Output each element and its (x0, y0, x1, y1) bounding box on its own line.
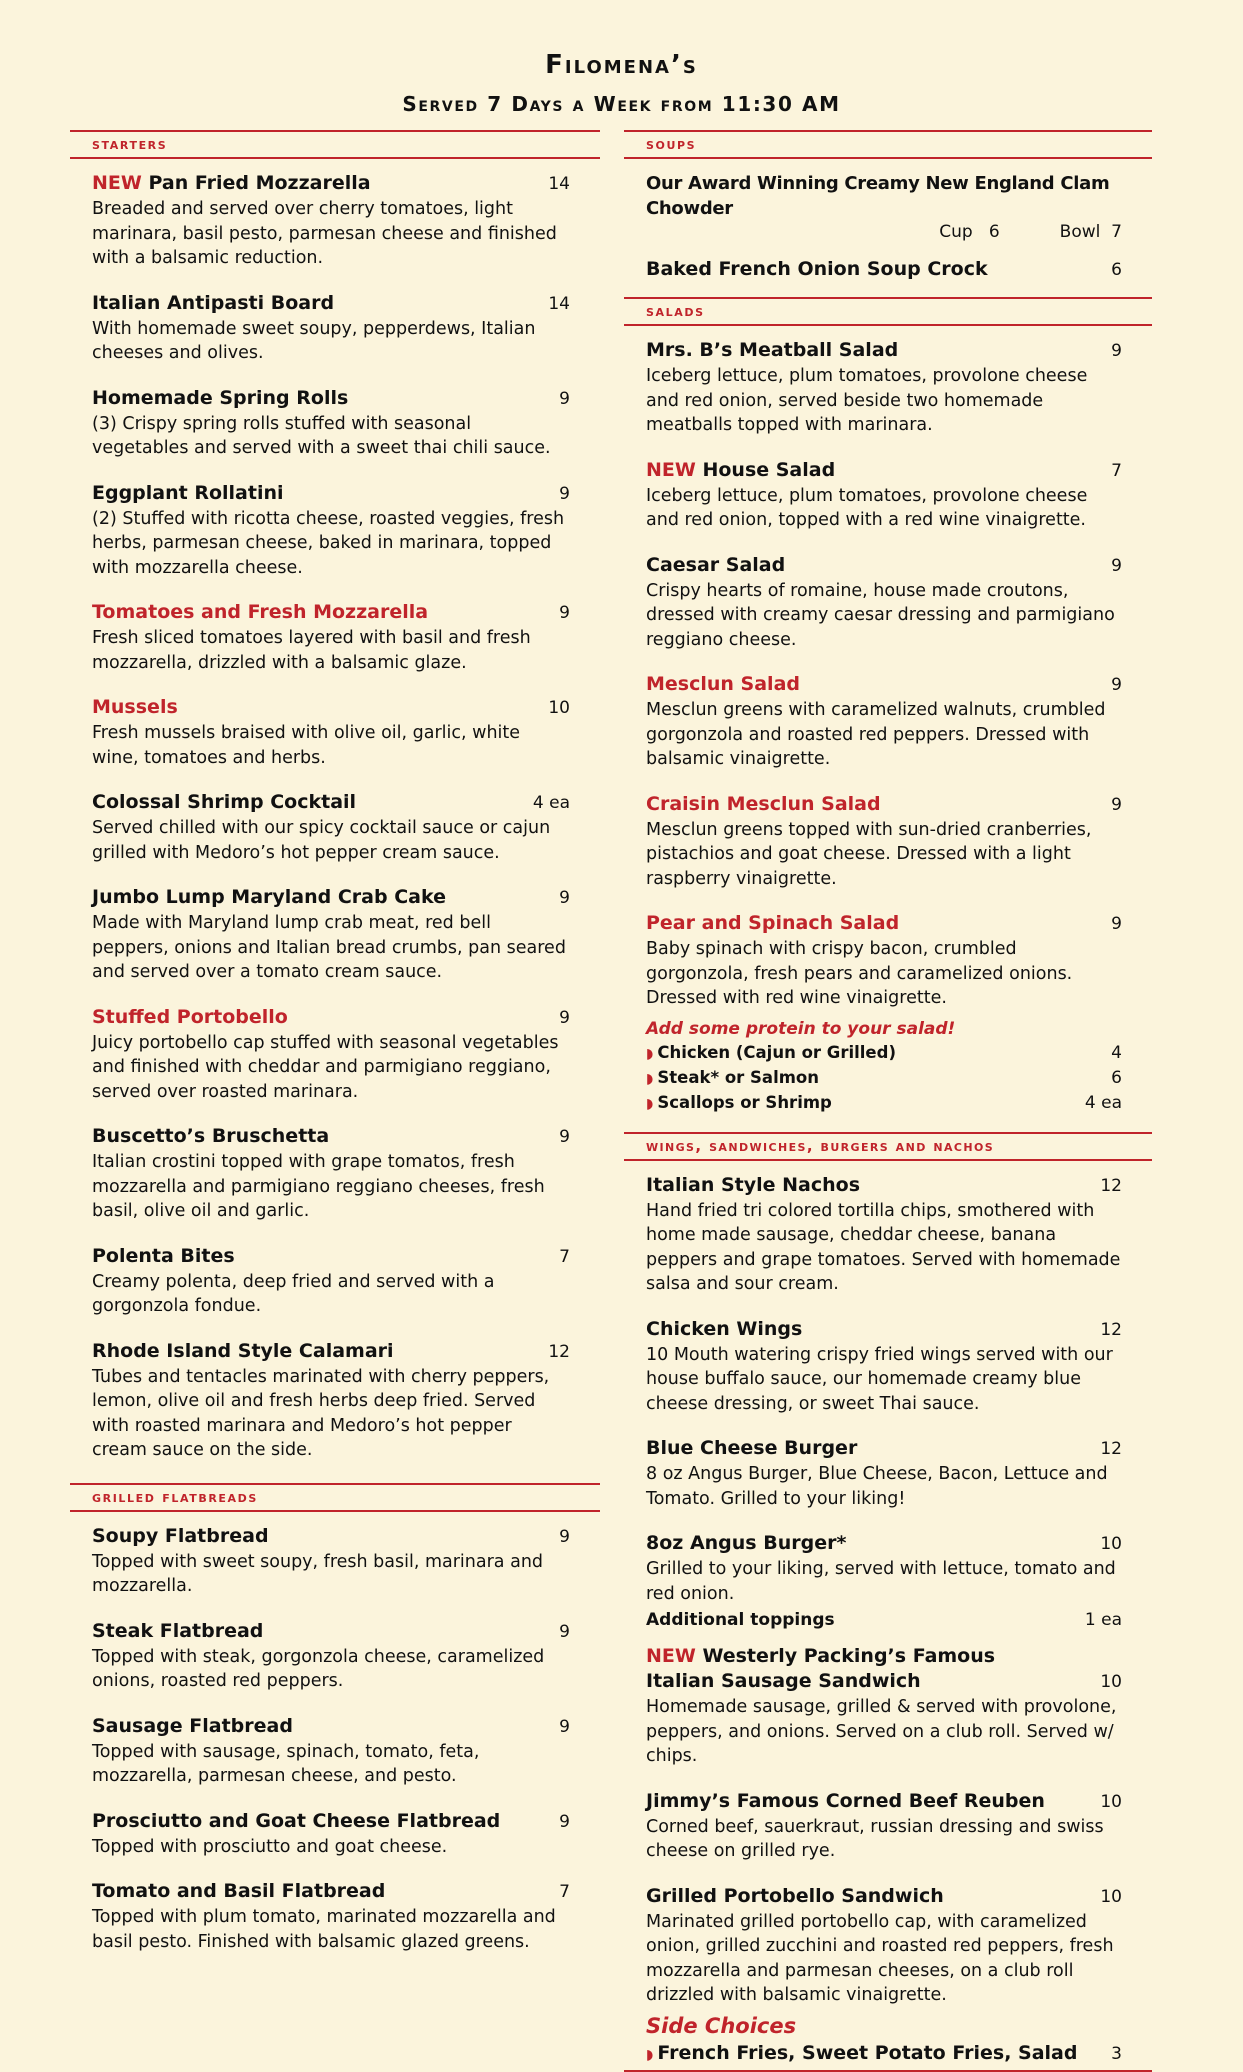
item-heading (92, 386, 570, 412)
item-price: 9 (559, 1811, 570, 1832)
item-name-text: House Salad (695, 458, 836, 481)
item-name-text: Italian Style Nachos (646, 1173, 861, 1196)
protein-list (646, 1041, 1122, 1116)
protein-name-text: Scallops or Shrimp (657, 1092, 832, 1112)
left-column (70, 130, 600, 1974)
wings-list-2 (624, 1789, 1152, 2008)
item-description: Topped with sausage, spinach, tomato, feta, mozzarella, parmesan cheese, and pesto. (92, 1741, 480, 1786)
protein-price: 4 (1111, 1042, 1122, 1063)
item-description: Creamy polenta, deep fried and served with a gorgonzola fondue. (92, 1271, 495, 1316)
menu-item (646, 1884, 1122, 2008)
item-name-text: Polenta Bites (92, 1244, 235, 1267)
item-name-line2: Italian Sausage Sandwich (646, 1670, 921, 1692)
menu-item (646, 257, 1152, 283)
menu-item (92, 1339, 570, 1463)
item-heading (646, 171, 1152, 221)
item-name-text: Pan Fried Mozzarella (141, 172, 371, 194)
item-heading (646, 338, 1122, 364)
menu-item (92, 1809, 570, 1860)
cup-price: Cup 6 (939, 222, 1000, 242)
item-name (92, 1524, 269, 1549)
menu-item (92, 885, 570, 985)
item-description: Italian crostini topped with grape tomatos, fresh mozzarella and parmigiano reggiano cheeses, fresh basil, olive oil and garlic. (92, 1152, 545, 1221)
protein-price: 6 (1111, 1067, 1122, 1088)
menu-item (646, 1436, 1122, 1511)
bottom-rule (624, 2070, 1152, 2072)
item-name (92, 600, 428, 625)
item-description: Fresh sliced tomatoes layered with basil and fresh mozzarella, drizzled with a balsamic glaze. (92, 628, 531, 673)
item-heading (646, 911, 1122, 937)
item-name-text: Italian Antipasti Board (92, 291, 335, 314)
item-name-text: Mesclun Salad (646, 673, 800, 695)
additional-toppings (646, 1608, 1122, 1632)
section-wings-heading: wings, sandwiches, burgers and nachos (624, 1132, 1152, 1161)
item-name (646, 1317, 802, 1342)
item-name-text: Grilled Portobello Sandwich (646, 1884, 944, 1907)
item-price: 9 (559, 1127, 570, 1147)
item-heading (646, 1884, 1122, 1910)
menu-item (92, 386, 570, 461)
item-heading (92, 291, 570, 317)
item-name-text: Jumbo Lump Maryland Crab Cake (92, 886, 446, 908)
item-heading (646, 1669, 1122, 1695)
protein-row (646, 1041, 1122, 1066)
wings-list (624, 1173, 1152, 1512)
section-soups-heading: soups (624, 130, 1152, 159)
item-price: 9 (1111, 341, 1122, 361)
item-heading (646, 1436, 1122, 1462)
side-choices-price: 3 (1111, 2043, 1122, 2064)
item-price: 4 ea (532, 793, 570, 813)
item-name: Our Award Winning Creamy New England Clam Chowder (646, 173, 1110, 219)
item-heading (92, 1005, 570, 1031)
item-description: Topped with sweet soupy, fresh basil, marinara and mozzarella. (92, 1551, 544, 1596)
item-description: 8 oz Angus Burger, Blue Cheese, Bacon, Lettuce and Tomato. Grilled to your liking! (646, 1464, 1108, 1509)
item-description: Hand fried tri colored tortilla chips, smothered with home made sausage, cheddar cheese, banana peppers and grape tomatoes. Served with homemade salsa and sour cream. (646, 1200, 1121, 1294)
menu-item (646, 1173, 1122, 1297)
item-name-text: Mrs. B’s Meatball Salad (646, 339, 899, 361)
new-badge: NEW (646, 458, 696, 481)
item-name-text: Steak Flatbread (92, 1619, 264, 1642)
item-price: 9 (1111, 675, 1122, 695)
item-price: 10 (548, 698, 570, 718)
item-description: Topped with prosciutto and goat cheese. (92, 1836, 448, 1857)
item-price: 9 (559, 483, 570, 504)
item-heading (646, 257, 1122, 283)
item-heading (646, 458, 1122, 484)
item-description: Breaded and served over cherry tomatoes, light marinara, basil pesto, parmesan cheese and finished with a balsamic reduction. (92, 199, 557, 268)
item-name (646, 458, 835, 483)
item-name-text: Homemade Spring Rolls (92, 386, 349, 409)
protein-title: Add some protein to your salad! (646, 1018, 956, 1039)
protein-name-text: Steak* or Salmon (657, 1067, 819, 1087)
side-choices (624, 2012, 1152, 2068)
item-name-text: Colossal Shrimp Cocktail (92, 791, 357, 813)
protein-row (646, 1091, 1122, 1116)
item-name (646, 1884, 944, 1909)
item-price: 9 (559, 1716, 570, 1737)
item-name: Baked French Onion Soup Crock (646, 258, 988, 280)
item-name-text: Eggplant Rollatini (92, 481, 284, 504)
menu-item (92, 481, 570, 581)
item-heading (92, 1619, 570, 1645)
item-description: Juicy portobello cap stuffed with seasonal vegetables and finished with cheddar and parmigiano reggiano, served over roasted marinara. (92, 1032, 559, 1102)
item-name (92, 1619, 263, 1644)
menu-item (92, 1714, 570, 1789)
right-column (624, 130, 1152, 2072)
item-name-line1 (646, 1644, 995, 1669)
item-name (92, 386, 348, 411)
item-price: 9 (559, 1621, 570, 1642)
item-price: 10 (1100, 1672, 1122, 1692)
restaurant-name: Filomena’s (545, 50, 698, 80)
item-name (646, 792, 881, 817)
item-heading (646, 553, 1122, 579)
item-name (92, 790, 356, 815)
menu-item (646, 1317, 1122, 1417)
protein-name (646, 1066, 819, 1091)
item-description: Topped with plum tomato, marinated mozzarella and basil pesto. Finished with balsamic glazed greens. (92, 1907, 556, 1952)
item-name-text: Tomatoes and Fresh Mozzarella (92, 601, 429, 623)
item-name-text: Blue Cheese Burger (646, 1437, 858, 1459)
item-heading (646, 672, 1122, 698)
item-heading (92, 1879, 570, 1905)
item-description: With homemade sweet soupy, pepperdews, Italian cheeses and olives. (92, 318, 536, 363)
item-name (92, 291, 334, 316)
menu-item (646, 1531, 1122, 1632)
new-badge: NEW (92, 172, 142, 194)
item-name-text: Mussels (92, 696, 178, 718)
menu-item (92, 790, 570, 865)
bullet-icon: ◗ (646, 2046, 654, 2063)
item-price: 12 (1100, 1319, 1122, 1340)
item-description: (2) Stuffed with ricotta cheese, roasted veggies, fresh herbs, parmesan cheese, baked in marinara, topped with mozzarella cheese. (92, 508, 565, 578)
item-name (646, 1789, 1045, 1814)
item-price: 12 (548, 1341, 570, 1362)
item-name (646, 1173, 860, 1198)
item-description: 10 Mouth watering crispy fried wings served with our house buffalo sauce, our homemade creamy blue cheese dressing, or sweet Thai sauce. (646, 1344, 1113, 1414)
item-name-text: Westerly Packing’s Famous (695, 1645, 996, 1667)
item-name-text: Jimmy’s Famous Corned Beef Reuben (646, 1789, 1045, 1812)
item-name (92, 1339, 394, 1364)
item-heading (92, 1714, 570, 1740)
bullet-icon: ◗ (646, 1070, 654, 1087)
item-heading (646, 1644, 1122, 1669)
item-name (646, 553, 785, 578)
item-description: Crispy hearts of romaine, house made croutons, dressed with creamy caesar dressing and parmigiano reggiano cheese. (646, 580, 1115, 650)
item-name-text: Buscetto’s Bruschetta (92, 1125, 330, 1147)
item-description: Homemade sausage, grilled & served with provolone, peppers, and onions. Served on a club roll. Served w/ chips. (646, 1697, 1117, 1766)
item-name-text: Soupy Flatbread (92, 1524, 269, 1547)
item-heading (92, 1244, 570, 1270)
menu-item (92, 1124, 570, 1224)
item-heading (92, 171, 570, 197)
item-description: Served chilled with our spicy cocktail sauce or cajun grilled with Medoro’s hot pepper cream sauce. (92, 818, 551, 863)
item-name (92, 1809, 500, 1834)
menu-item (92, 1619, 570, 1694)
item-name-text: Caesar Salad (646, 553, 786, 576)
item-heading (646, 1173, 1122, 1199)
item-description: Marinated grilled portobello cap, with caramelized onion, grilled zucchini and roasted red peppers, fresh mozzarella and parmesan cheeses, on a club roll drizzled with balsamic vinaigrette. (646, 1911, 1114, 2005)
item-price: 9 (559, 603, 570, 623)
additional-toppings-price: 1 ea (1084, 1610, 1122, 1630)
item-price: 10 (1100, 1791, 1122, 1812)
item-description: Topped with steak, gorgonzola cheese, caramelized onions, roasted red peppers. (92, 1646, 545, 1691)
item-name (92, 695, 178, 720)
item-name (92, 1005, 288, 1030)
menu-item (92, 171, 570, 271)
item-name (646, 911, 899, 936)
item-name (646, 672, 800, 697)
menu-item (646, 338, 1122, 438)
soups-list (624, 171, 1152, 283)
menu-item (646, 1644, 1122, 1769)
item-price: 7 (1111, 460, 1122, 481)
menu-item (646, 911, 1122, 1011)
item-description: Fresh mussels braised with olive oil, garlic, white wine, tomatoes and herbs. (92, 723, 521, 768)
protein-name-text: Chicken (Cajun or Grilled) (657, 1042, 896, 1062)
protein-row (646, 1066, 1122, 1091)
item-name-text: Sausage Flatbread (92, 1714, 293, 1737)
flatbreads-list (70, 1524, 600, 1955)
item-name-text: Tomato and Basil Flatbread (92, 1880, 386, 1902)
menu-item (646, 171, 1152, 243)
item-price: 10 (1100, 1534, 1122, 1554)
item-price: 6 (1111, 260, 1122, 280)
item-name-text: Stuffed Portobello (92, 1005, 288, 1028)
item-name (92, 1124, 329, 1149)
salads-list (624, 338, 1152, 1011)
item-description: Corned beef, sauerkraut, russian dressing and swiss cheese on grilled rye. (646, 1816, 1104, 1861)
item-name (92, 171, 371, 196)
item-heading (92, 600, 570, 626)
item-description: Grilled to your liking, served with lettuce, tomato and red onion. (646, 1559, 1116, 1604)
item-name-text: Craisin Mesclun Salad (646, 792, 881, 815)
section-salads-heading: salads (624, 297, 1152, 326)
item-heading (92, 790, 570, 816)
cup-bowl-prices (646, 221, 1152, 243)
item-description: Iceberg lettuce, plum tomatoes, provolone cheese and red onion, topped with a red wine vinaigrette. (646, 485, 1088, 530)
side-choices-text: French Fries, Sweet Potato Fries, Salad (657, 2041, 1078, 2064)
item-name: 8oz Angus Burger* (646, 1532, 847, 1554)
starters-list (70, 171, 600, 1463)
item-heading (646, 792, 1122, 818)
item-heading (646, 1317, 1122, 1343)
item-heading (646, 1531, 1122, 1557)
item-name (92, 1879, 385, 1904)
side-choices-title: Side Choices (646, 2013, 797, 2038)
section-starters-heading: starters (70, 130, 600, 159)
item-description: Baby spinach with crispy bacon, crumbled gorgonzola, fresh pears and caramelized onions. Dressed with red wine vinaigrette. (646, 939, 1073, 1008)
menu-item (92, 600, 570, 675)
item-price: 9 (1111, 794, 1122, 815)
item-price: 7 (559, 1246, 570, 1267)
item-name (92, 885, 446, 910)
menu-subtitle: Served 7 Days a Week from 11:30 AM (402, 92, 841, 116)
item-price: 9 (559, 1007, 570, 1028)
item-heading (92, 1809, 570, 1835)
menu-item (92, 1524, 570, 1599)
item-price: 12 (1100, 1439, 1122, 1459)
menu-item (92, 291, 570, 366)
item-name (646, 338, 898, 363)
item-heading (92, 695, 570, 721)
item-price: 9 (559, 888, 570, 908)
item-heading (92, 1339, 570, 1365)
menu-item (646, 553, 1122, 653)
item-description: Made with Maryland lump crab meat, red bell peppers, onions and Italian bread crumbs, pan seared and served over a tomato cream sauce. (92, 913, 566, 982)
protein-price: 4 ea (1084, 1092, 1122, 1113)
item-heading (92, 1524, 570, 1550)
item-price: 9 (559, 1526, 570, 1547)
item-heading (92, 1124, 570, 1150)
item-price: 12 (1100, 1175, 1122, 1196)
item-name-text: Prosciutto and Goat Cheese Flatbread (92, 1809, 501, 1832)
item-price: 10 (1100, 1886, 1122, 1907)
menu-item (92, 1879, 570, 1954)
item-description: Mesclun greens with caramelized walnuts, crumbled gorgonzola and roasted red peppers. Dressed with balsamic vinaigrette. (646, 700, 1106, 769)
bullet-icon: ◗ (646, 1045, 654, 1062)
item-description: (3) Crispy spring rolls stuffed with seasonal vegetables and served with a sweet thai chili sauce. (92, 413, 551, 458)
item-name (646, 1436, 857, 1461)
item-name-text: Rhode Island Style Calamari (92, 1339, 394, 1362)
item-price: 9 (1111, 555, 1122, 576)
protein-addons (624, 1017, 1152, 1116)
additional-toppings-label: Additional toppings (646, 1610, 835, 1630)
side-choices-name (646, 2040, 1077, 2068)
menu-item (646, 458, 1122, 533)
item-name (92, 1714, 293, 1739)
item-name (92, 1244, 235, 1269)
item-name (92, 481, 284, 506)
item-price: 7 (559, 1882, 570, 1902)
item-description: Mesclun greens topped with sun-dried cranberries, pistachios and goat cheese. Dressed with a light raspberry vinaigrette. (646, 819, 1092, 889)
menu-item (646, 1789, 1122, 1864)
menu-item (92, 1244, 570, 1319)
item-description: Iceberg lettuce, plum tomatoes, provolone cheese and red onion, served beside two homemade meatballs topped with marinara. (646, 366, 1088, 435)
side-choices-row (646, 2040, 1122, 2068)
menu-item (646, 792, 1122, 892)
protein-name (646, 1041, 896, 1066)
item-description: Tubes and tentacles marinated with cherry peppers, lemon, olive oil and fresh herbs deep fried. Served with roasted marinara and Medoro’s hot pepper cream sauce on the side. (92, 1366, 550, 1460)
item-price: 9 (1111, 914, 1122, 934)
menu-item (646, 672, 1122, 772)
item-heading (92, 885, 570, 911)
item-heading (92, 481, 570, 507)
angus-burger-block (624, 1531, 1152, 1769)
item-price: 9 (559, 388, 570, 409)
bullet-icon: ◗ (646, 1095, 654, 1112)
item-heading (646, 1789, 1122, 1815)
new-badge: NEW (646, 1645, 696, 1667)
section-flatbreads-heading: grilled flatbreads (70, 1483, 600, 1512)
item-name-text: Chicken Wings (646, 1317, 803, 1340)
menu-item (92, 695, 570, 770)
item-name-text: Pear and Spinach Salad (646, 912, 900, 934)
item-price: 14 (548, 293, 570, 314)
item-price: 14 (548, 174, 570, 194)
bowl-price: Bowl 7 (1059, 222, 1122, 242)
protein-name (646, 1091, 832, 1116)
menu-item (92, 1005, 570, 1105)
